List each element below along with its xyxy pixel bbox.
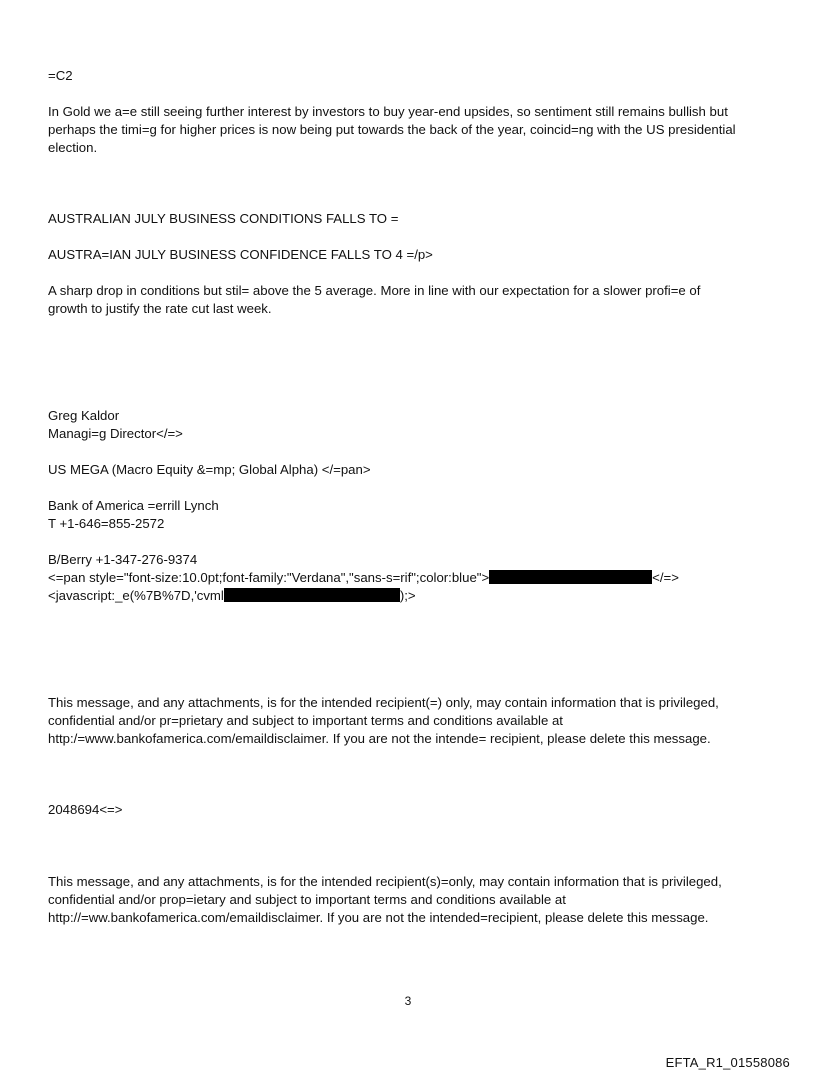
- disclaimer-1-line-1: This message, and any attachments, is for the intended recipient(=) only, may contain information that is privileged,: [48, 695, 719, 710]
- javascript-link-end: );>: [399, 588, 416, 603]
- headline-business-confidence: AUSTRA=IAN JULY BUSINESS CONFIDENCE FALLS TO 4 =/p>: [48, 247, 433, 262]
- signature-company: Bank of America =errill Lynch: [48, 498, 219, 513]
- span-markup-end: </=>: [652, 570, 679, 585]
- headline-business-conditions: AUSTRALIAN JULY BUSINESS CONDITIONS FALLS TO =: [48, 211, 399, 226]
- signature-phone: T +1-646=855-2572: [48, 516, 165, 531]
- disclaimer-2-line-2: confidential and/or prop=ietary and subject to important terms and conditions available at: [48, 892, 566, 907]
- gold-paragraph-line-1: In Gold we a=e still seeing further interest by investors to buy year-end upsides, so sentiment still remains bullish but: [48, 104, 728, 119]
- signature-title: Managi=g Director</=>: [48, 426, 183, 441]
- disclaimer-2-line-3: http://=ww.bankofamerica.com/emaildisclaimer. If you are not the intended=recipient, please delete this message.: [48, 910, 709, 925]
- code-line: 2048694<=>: [48, 802, 123, 817]
- disclaimer-2-line-1: This message, and any attachments, is for the intended recipient(s)=only, may contain information that is privileged,: [48, 874, 722, 889]
- c2-marker: =C2: [48, 68, 73, 83]
- span-markup-line: [48, 569, 679, 587]
- document-id: EFTA_R1_01558086: [665, 1055, 790, 1070]
- redaction-bar: [489, 570, 652, 584]
- drop-paragraph-line-2: growth to justify the rate cut last week.: [48, 301, 272, 316]
- signature-name: Greg Kaldor: [48, 408, 120, 423]
- drop-paragraph-line-1: A sharp drop in conditions but stil= above the 5 average. More in line with our expectation for a slower profi=e of: [48, 283, 701, 298]
- disclaimer-1-line-2: confidential and/or pr=prietary and subject to important terms and conditions available at: [48, 713, 563, 728]
- javascript-link-start: <javascript:_e(%7B%7D,'cvml: [48, 588, 224, 603]
- gold-paragraph-line-3: election.: [48, 140, 98, 155]
- redaction-bar: [224, 588, 400, 602]
- page-number: 3: [404, 994, 412, 1008]
- signature-group: US MEGA (Macro Equity &=mp; Global Alpha) </=pan>: [48, 462, 371, 477]
- signature-blackberry: B/Berry +1-347-276-9374: [48, 552, 198, 567]
- span-markup-start: <=pan style="font-size:10.0pt;font-family:"Verdana","sans-s=rif";color:blue">: [48, 570, 490, 585]
- gold-paragraph-line-2: perhaps the timi=g for higher prices is now being put towards the back of the year, coincid=ng with the US presidential: [48, 122, 736, 137]
- javascript-link-line: [48, 587, 416, 605]
- disclaimer-1-line-3: http:/=www.bankofamerica.com/emaildisclaimer. If you are not the intende= recipient, please delete this message.: [48, 731, 711, 746]
